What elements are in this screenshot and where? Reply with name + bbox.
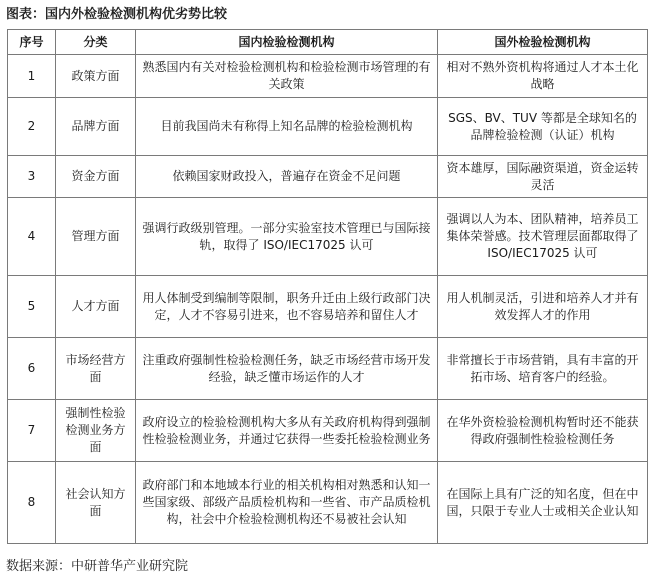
row-domestic: 依赖国家财政投入，普遍存在资金不足问题	[136, 156, 438, 198]
row-category: 人才方面	[56, 276, 136, 338]
table-row	[8, 98, 648, 156]
table-header-row	[8, 30, 648, 55]
row-category: 资金方面	[56, 156, 136, 198]
column-header-number: 序号	[8, 30, 56, 55]
column-header-category: 分类	[56, 30, 136, 55]
row-category: 品牌方面	[56, 98, 136, 156]
row-foreign: 资本雄厚，国际融资渠道，资金运转灵活	[438, 156, 648, 198]
row-category: 政策方面	[56, 55, 136, 98]
table-row	[8, 156, 648, 198]
column-header-foreign: 国外检验检测机构	[438, 30, 648, 55]
comparison-table	[7, 29, 648, 544]
row-category: 强制性检验检测业务方面	[56, 400, 136, 462]
row-foreign: SGS、BV、TUV 等都是全球知名的品牌检验检测（认证）机构	[438, 98, 648, 156]
table-title: 图表：国内外检验检测机构优劣势比较	[6, 7, 228, 22]
row-number: 7	[8, 400, 56, 462]
row-number: 2	[8, 98, 56, 156]
row-number: 6	[8, 338, 56, 400]
row-number: 3	[8, 156, 56, 198]
row-domestic: 用人体制受到编制等限制，职务升迁由上级行政部门决定，人才不容易引进来，也不容易培养和留住人才	[136, 276, 438, 338]
row-category: 管理方面	[56, 198, 136, 276]
row-number: 4	[8, 198, 56, 276]
data-source-note: 数据来源：中研普华产业研究院	[6, 559, 189, 574]
row-number: 5	[8, 276, 56, 338]
table-row	[8, 55, 648, 98]
row-foreign: 在华外资检验检测机构暂时还不能获得政府强制性检验检测任务	[438, 400, 648, 462]
row-foreign: 在国际上具有广泛的知名度，但在中国，只限于专业人士或相关企业认知	[438, 462, 648, 544]
row-foreign: 非常擅长于市场营销，具有丰富的开拓市场、培育客户的经验。	[438, 338, 648, 400]
table-row	[8, 198, 648, 276]
table-row	[8, 400, 648, 462]
row-number: 1	[8, 55, 56, 98]
table-row	[8, 338, 648, 400]
row-domestic: 政府部门和本地域本行业的相关机构相对熟悉和认知一些国家级、部级产品质检机构和一些省、市产品质检机构，社会中介检验检测机构还不易被社会认知	[136, 462, 438, 544]
column-header-domestic: 国内检验检测机构	[136, 30, 438, 55]
row-foreign: 用人机制灵活，引进和培养人才并有效发挥人才的作用	[438, 276, 648, 338]
row-number: 8	[8, 462, 56, 544]
row-foreign: 相对不熟外资机构将通过人才本土化战略	[438, 55, 648, 98]
table-row	[8, 462, 648, 544]
row-domestic: 目前我国尚未有称得上知名品牌的检验检测机构	[136, 98, 438, 156]
table-row	[8, 276, 648, 338]
row-domestic: 政府设立的检验检测机构大多从有关政府机构得到强制性检验检测业务，并通过它获得一些委托检验检测业务	[136, 400, 438, 462]
row-category: 市场经营方面	[56, 338, 136, 400]
row-domestic: 熟悉国内有关对检验检测机构和检验检测市场管理的有关政策	[136, 55, 438, 98]
row-domestic: 注重政府强制性检验检测任务，缺乏市场经营市场开发经验，缺乏懂市场运作的人才	[136, 338, 438, 400]
row-category: 社会认知方面	[56, 462, 136, 544]
row-domestic: 强调行政级别管理。一部分实验室技术管理已与国际接轨，取得了 ISO/IEC17025 认可	[136, 198, 438, 276]
row-foreign: 强调以人为本、团队精神，培养员工集体荣誉感。技术管理层面都取得了 ISO/IEC17025 认可	[438, 198, 648, 276]
